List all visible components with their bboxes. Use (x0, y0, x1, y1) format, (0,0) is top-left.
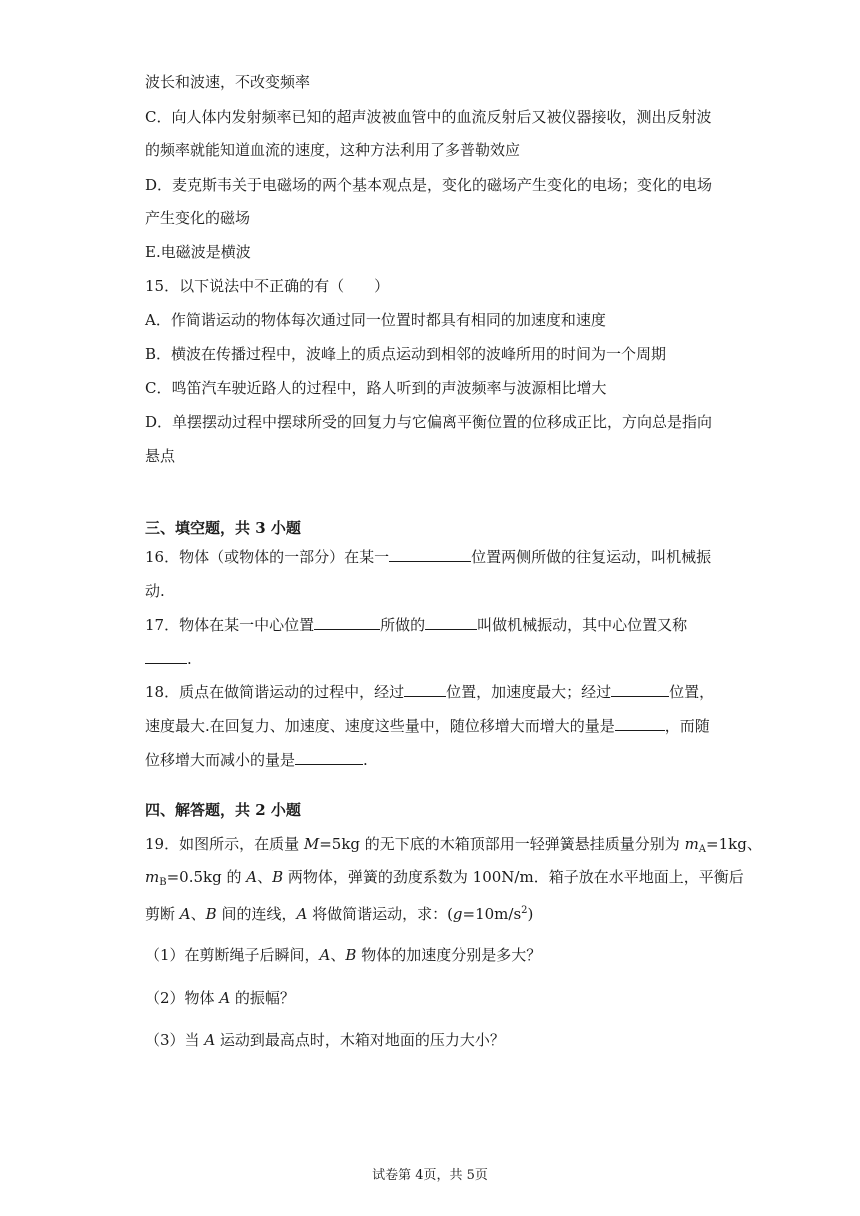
q18-blank-1[interactable] (404, 682, 446, 697)
q16-line1 (145, 547, 711, 567)
q19-text: =5kg 的无下底的木箱顶部用一轻弹簧悬挂质量分别为 (319, 835, 685, 853)
q19-sub3 (145, 1030, 505, 1050)
q19-text: 将做简谐运动，求：( (307, 905, 453, 923)
page-footer: 试卷第 4页，共 5页 (372, 1168, 488, 1183)
q19-sub1 (145, 945, 541, 965)
q17-blank-2[interactable] (425, 615, 477, 630)
q15-option-a: A．作简谐运动的物体每次通过同一位置时都具有相同的加速度和速度 (145, 311, 606, 329)
var-A: A (219, 989, 231, 1007)
q17-text-2: 所做的 (380, 616, 426, 634)
q18-blank-4[interactable] (295, 750, 363, 765)
q19-text: 、 (330, 946, 346, 964)
q18-text-4: 速度最大.在回复力、加速度、速度这些量中，随位移增大而增大的量是 (145, 717, 615, 735)
q19-text: =10m/s (462, 905, 522, 923)
q17-blank-3[interactable] (145, 649, 187, 664)
q19-text: 的振幅？ (230, 989, 295, 1007)
q19-text: =1kg、 (706, 835, 762, 853)
var-m: m (684, 835, 699, 853)
section-3-heading: 三、填空题，共 3 小题 (145, 519, 301, 537)
q19-line3 (145, 901, 533, 924)
subscript-B: B (159, 877, 167, 888)
var-m: m (145, 868, 160, 886)
q14-option-e: E.电磁波是横波 (145, 243, 251, 261)
var-A: A (204, 1031, 216, 1049)
q18-blank-3[interactable] (615, 716, 665, 731)
q14-option-d-line1: D．麦克斯韦关于电磁场的两个基本观点是，变化的磁场产生变化的电场；变化的电场 (145, 176, 713, 194)
q19-text: 、 (257, 868, 273, 886)
q19-text: 间的连线， (216, 905, 297, 923)
var-B: B (205, 905, 217, 923)
superscript-2: 2 (521, 905, 528, 916)
q14-option-c-line1: C．向人体内发射频率已知的超声波被血管中的血流反射后又被仪器接收，测出反射波 (145, 108, 712, 126)
q16-line2: 动. (145, 582, 165, 600)
q15-option-c: C．鸣笛汽车驶近路人的过程中，路人听到的声波频率与波源相比增大 (145, 379, 607, 397)
q19-text: 剪断 (145, 905, 180, 923)
q18-blank-2[interactable] (611, 682, 669, 697)
q16-blank[interactable] (389, 547, 471, 562)
var-A: A (179, 905, 191, 923)
q17-text-4: . (187, 650, 192, 668)
q16-text-2: 位置两侧所做的往复运动，叫机械振 (471, 548, 712, 566)
q19-text: （2）物体 (145, 989, 220, 1007)
var-B: B (345, 946, 357, 964)
q18-line1 (145, 682, 714, 702)
q19-line2 (145, 867, 744, 893)
q14-option-b-continuation: 波长和波速，不改变频率 (145, 73, 311, 91)
q19-text: 物体的加速度分别是多大？ (356, 946, 542, 964)
q15-stem: 15．以下说法中不正确的有（ ） (145, 277, 390, 295)
q14-option-d-line2: 产生变化的磁场 (145, 209, 251, 227)
q19-text: 19．如图所示，在质量 (145, 835, 304, 853)
q19-text: 、 (190, 905, 206, 923)
q19-line1 (145, 834, 762, 860)
var-g: g (452, 905, 463, 923)
q14-option-c-line2: 的频率就能知道血流的速度，这种方法利用了多普勒效应 (145, 141, 521, 159)
q17-text-3: 叫做机械振动，其中心位置又称 (477, 616, 688, 634)
q18-line2 (145, 716, 710, 736)
section-4-heading: 四、解答题，共 2 小题 (145, 801, 301, 819)
q18-text-7: . (363, 751, 368, 769)
var-M: M (303, 835, 320, 853)
q18-text-2: 位置，加速度最大；经过 (446, 683, 612, 701)
q16-text-1: 16．物体（或物体的一部分）在某一 (145, 548, 390, 566)
q18-text-1: 18．质点在做简谐运动的过程中，经过 (145, 683, 405, 701)
q17-blank-1[interactable] (314, 615, 380, 630)
q19-text: 两物体，弹簧的劲度系数为 100N/m．箱子放在水平地面上，平衡后 (283, 868, 744, 886)
q17-text-1: 17．物体在某一中心位置 (145, 616, 315, 634)
var-A: A (319, 946, 331, 964)
q19-text: =0.5kg 的 (166, 868, 247, 886)
q19-text: （1）在剪断绳子后瞬间， (145, 946, 320, 964)
var-A: A (296, 905, 308, 923)
q17-line2 (145, 649, 192, 669)
q18-text-5: ，而随 (664, 717, 710, 735)
q18-text-6: 位移增大而减小的量是 (145, 751, 296, 769)
q15-option-d-line2: 悬点 (145, 447, 176, 465)
q15-option-d-line1: D．单摆摆动过程中摆球所受的回复力与它偏离平衡位置的位移成正比，方向总是指向 (145, 413, 713, 431)
var-B: B (272, 868, 284, 886)
q19-text: ) (527, 905, 534, 923)
q19-text: （3）当 (145, 1031, 205, 1049)
q18-text-3: 位置， (669, 683, 715, 701)
q15-option-b: B．横波在传播过程中，波峰上的质点运动到相邻的波峰所用的时间为一个周期 (145, 345, 667, 363)
subscript-A: A (698, 844, 707, 855)
q19-text: 运动到最高点时，木箱对地面的压力大小？ (215, 1031, 505, 1049)
q18-line3 (145, 750, 368, 770)
var-A: A (246, 868, 258, 886)
q17-line1 (145, 615, 687, 635)
q19-sub2 (145, 988, 295, 1008)
